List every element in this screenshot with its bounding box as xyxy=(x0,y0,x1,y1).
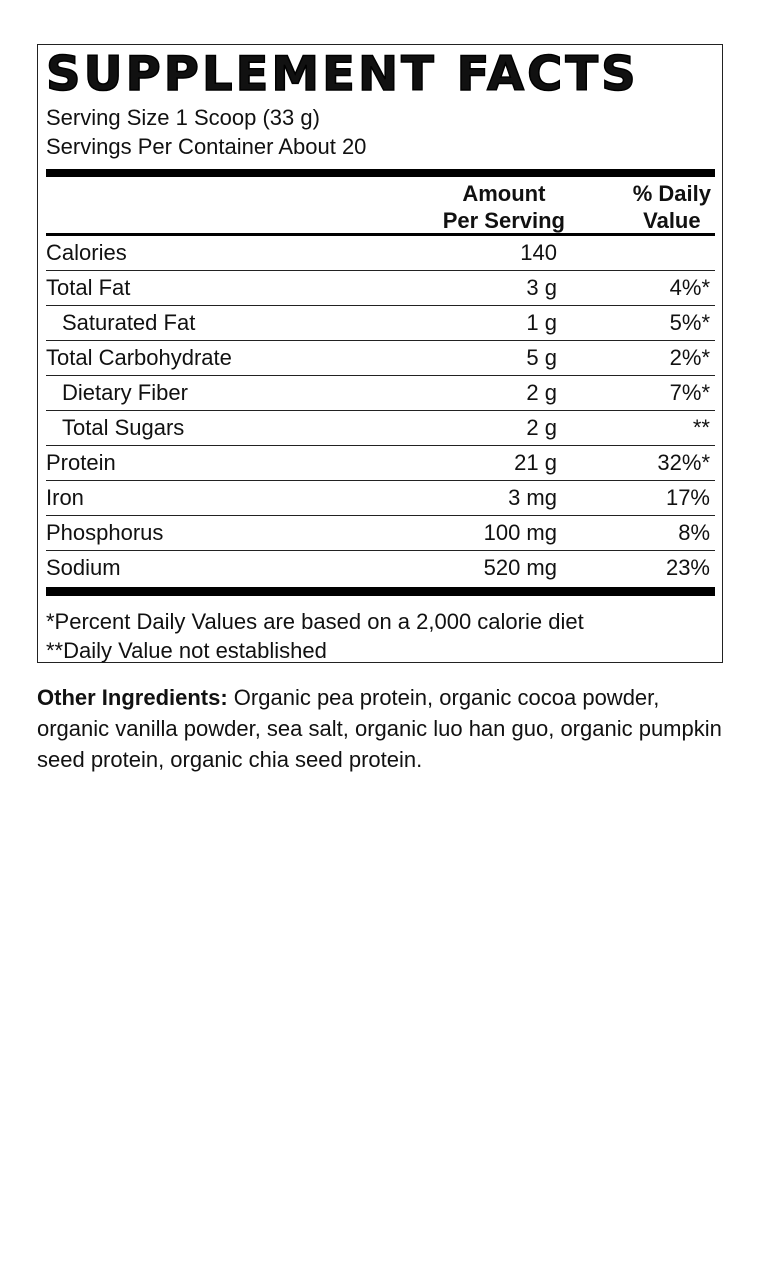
nutrient-daily-value: ** xyxy=(692,415,710,440)
nutrient-daily-value: 5%* xyxy=(669,310,710,335)
nutrient-name: Total Carbohydrate xyxy=(46,345,232,370)
nutrient-row xyxy=(46,341,715,376)
nutrient-row xyxy=(46,481,715,516)
divider-thick xyxy=(46,169,715,177)
nutrient-name: Total Sugars xyxy=(62,415,185,440)
nutrient-row xyxy=(46,376,715,411)
nutrient-name: Calories xyxy=(46,240,127,265)
nutrient-amount: 3 mg xyxy=(508,485,557,510)
amount-header-line1: Amount xyxy=(462,181,546,206)
nutrient-name: Dietary Fiber xyxy=(62,380,188,405)
nutrient-daily-value: 4%* xyxy=(669,275,710,300)
nutrient-name: Sodium xyxy=(46,555,121,580)
nutrient-table xyxy=(46,236,715,585)
panel-title: SUPPLEMENT FACTS xyxy=(46,47,639,102)
nutrient-amount: 1 g xyxy=(526,310,557,335)
nutrient-amount: 520 mg xyxy=(483,555,557,580)
nutrient-name: Saturated Fat xyxy=(62,310,196,335)
nutrient-row xyxy=(46,271,715,306)
amount-header xyxy=(443,180,565,234)
nutrient-row xyxy=(46,516,715,551)
nutrient-name: Iron xyxy=(46,485,84,510)
nutrient-daily-value: 8% xyxy=(678,520,710,545)
nutrient-amount: 5 g xyxy=(526,345,557,370)
nutrient-daily-value: 2%* xyxy=(669,345,710,370)
column-header xyxy=(46,177,715,233)
nutrient-daily-value: 23% xyxy=(665,555,710,580)
nutrient-row xyxy=(46,236,715,271)
nutrient-row xyxy=(46,306,715,341)
nutrient-row xyxy=(46,551,715,585)
ingredients-text: Organic pea protein, organic cocoa powder, organic vanilla powder, sea salt, organic luo han guo, organic pumpkin seed protein, organic chia seed protein. xyxy=(37,685,722,772)
nutrient-amount: 140 xyxy=(520,240,557,265)
nutrient-row xyxy=(46,411,715,446)
nutrient-daily-value: 7%* xyxy=(669,380,710,405)
serving-size: Serving Size 1 Scoop (33 g) xyxy=(46,105,320,130)
supplement-facts-panel xyxy=(37,44,723,663)
nutrient-amount: 2 g xyxy=(526,415,557,440)
nutrient-name: Protein xyxy=(46,450,116,475)
dv-header xyxy=(633,180,711,234)
dv-header-line1: % Daily xyxy=(632,181,711,206)
servings-per-container: Servings Per Container About 20 xyxy=(46,134,367,159)
dv-header-line2: Value xyxy=(643,208,701,233)
footnote-not-established: **Daily Value not established xyxy=(46,638,327,663)
nutrient-amount: 100 mg xyxy=(483,520,557,545)
other-ingredients xyxy=(37,682,737,775)
nutrient-daily-value: 32%* xyxy=(657,450,710,475)
nutrient-daily-value: 17% xyxy=(665,485,710,510)
amount-header-line2: Per Serving xyxy=(442,208,565,233)
nutrient-amount: 21 g xyxy=(514,450,557,475)
nutrient-row xyxy=(46,446,715,481)
divider-thick xyxy=(46,587,715,596)
nutrient-amount: 2 g xyxy=(526,380,557,405)
nutrient-amount: 3 g xyxy=(526,275,557,300)
footnote-percent-dv: *Percent Daily Values are based on a 2,000 calorie diet xyxy=(46,609,584,634)
nutrient-name: Phosphorus xyxy=(46,520,164,545)
ingredients-label: Other Ingredients: xyxy=(37,685,228,710)
nutrient-name: Total Fat xyxy=(46,275,131,300)
